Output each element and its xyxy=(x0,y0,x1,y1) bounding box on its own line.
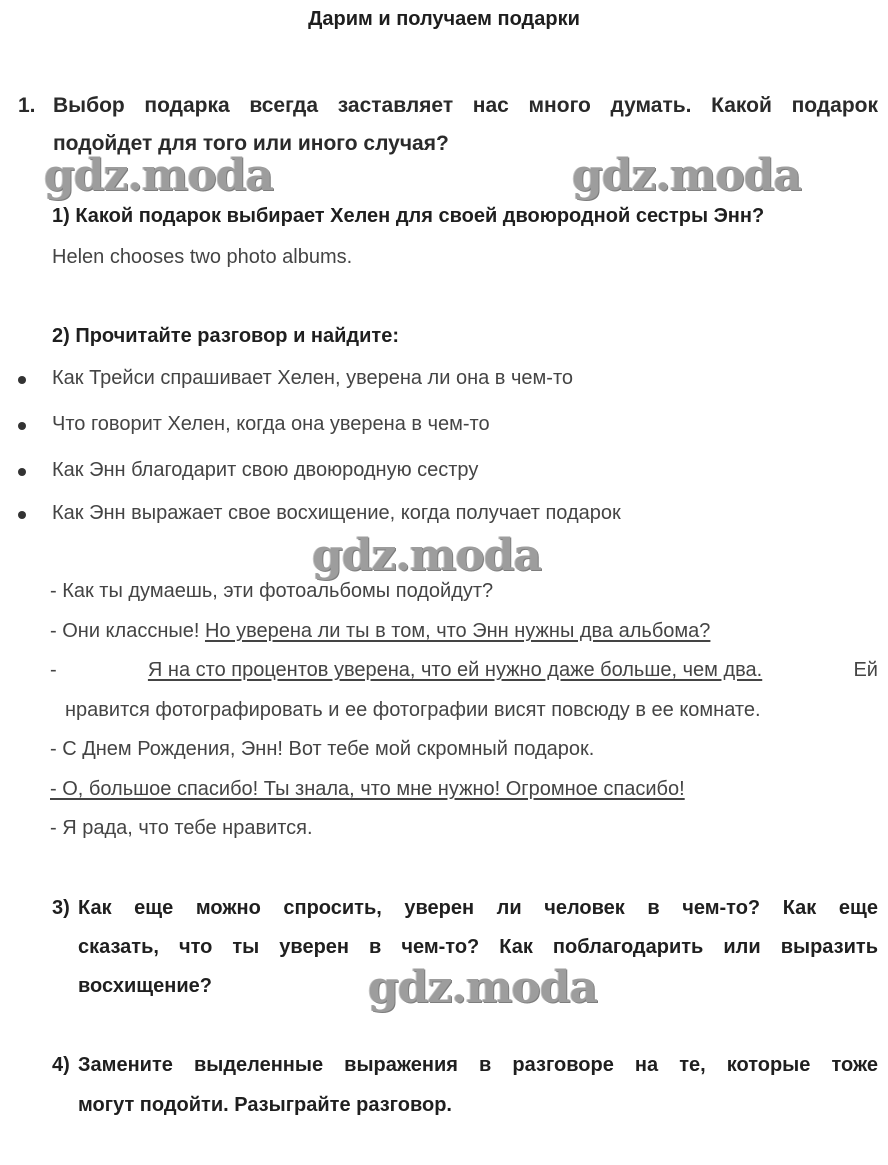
subquestion-3-line-1: Как еще можно спросить, уверен ли человек в чем-то? Как еще xyxy=(78,897,878,919)
subquestion-3-line-2: сказать, что ты уверен в чем-то? Как поблагодарить или выразить xyxy=(78,936,878,958)
question-1-line-2: подойдет для того или иного случая? xyxy=(53,132,449,155)
bullet-icon xyxy=(18,376,26,384)
subquestion-4-line-2: могут подойти. Разыграйте разговор. xyxy=(78,1094,452,1116)
watermark-logo: gdz.moda xyxy=(312,530,542,581)
question-1-line-1: Выбор подарка всегда заставляет нас много думать. Какой подарок xyxy=(53,94,878,117)
dialogue-line: нравится фотографировать и ее фотографии висят повсюду в ее комнате. xyxy=(65,699,761,721)
highlighted-phrase: - О, большое спасибо! Ты знала, что мне нужно! Огромное спасибо! xyxy=(50,778,685,800)
subquestion-4-line-1: Замените выделенные выражения в разговоре на те, которые тоже xyxy=(78,1054,878,1076)
dialogue-line: - Они классные! Но уверена ли ты в том, что Энн нужны два альбома? xyxy=(50,620,711,642)
subquestion-2: 2) Прочитайте разговор и найдите: xyxy=(52,325,399,347)
highlighted-phrase: Я на сто процентов уверена, что ей нужно даже больше, чем два. xyxy=(147,659,763,681)
watermark-logo: gdz.moda xyxy=(572,150,802,201)
subquestion-3-line-3: восхищение? xyxy=(78,975,212,997)
watermark-logo: gdz.moda xyxy=(368,962,598,1013)
bullet-icon xyxy=(18,511,26,519)
highlighted-phrase: Но уверена ли ты в том, что Энн нужны два альбома? xyxy=(204,620,711,642)
question-1-number: 1. xyxy=(18,94,36,117)
page-title: Дарим и получаем подарки xyxy=(308,8,580,30)
dialogue-line: - Я на сто процентов уверена, что ей нужно даже больше, чем два. Ей xyxy=(50,659,878,681)
dialogue-line: - С Днем Рождения, Энн! Вот тебе мой скромный подарок. xyxy=(50,738,595,760)
dialogue-line: - Я рада, что тебе нравится. xyxy=(50,817,313,839)
dialogue-line: - Как ты думаешь, эти фотоальбомы подойдут? xyxy=(50,580,494,602)
watermark-logo: gdz.moda xyxy=(44,150,274,201)
subquestion-1: 1) Какой подарок выбирает Хелен для своей двоюродной сестры Энн? xyxy=(52,205,765,227)
bullet-icon xyxy=(18,422,26,430)
subquestion-1-answer: Helen chooses two photo albums. xyxy=(52,246,353,268)
subquestion-4-number: 4) xyxy=(52,1054,70,1076)
subquestion-3-number: 3) xyxy=(52,897,70,919)
bullet-icon xyxy=(18,468,26,476)
